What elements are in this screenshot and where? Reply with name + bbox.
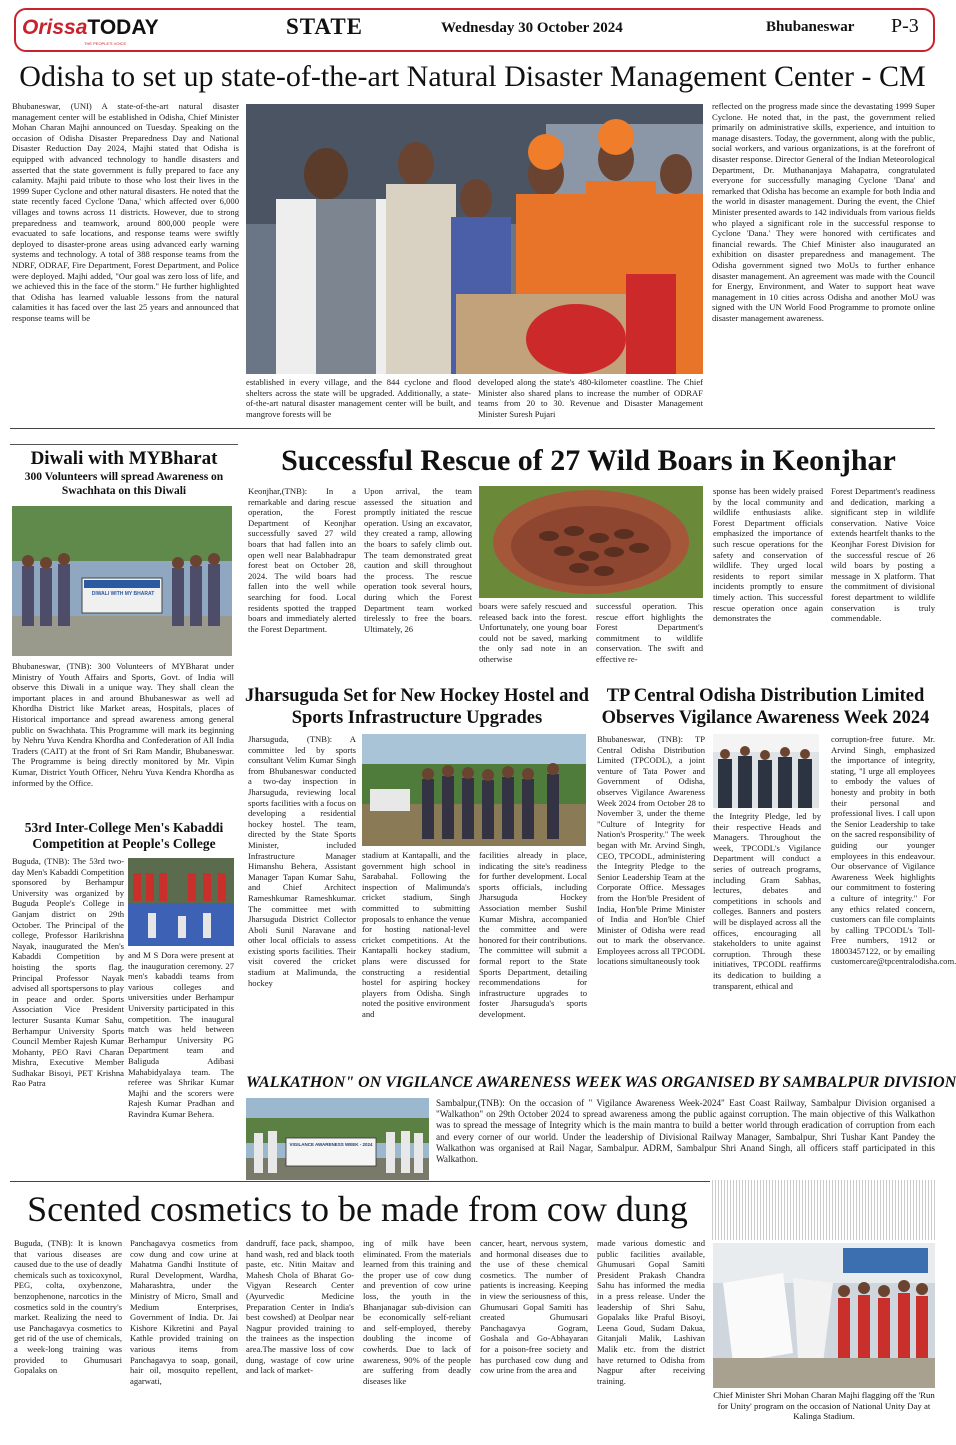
diwali-banner-text: DIWALI WITH MY BHARAT — [91, 591, 155, 597]
edition-city: Bhubaneswar — [766, 19, 855, 35]
diwali-body: Bhubaneswar, (TNB): 300 Volunteers of MYBharat under Ministry of Youth Affairs and Sports, Govt. of India will observe this Diwali in a unique way. They shall clean the important places in and around Bhubaneswar as well ad Khordha District like Market areas, Hospitals, places of Historical importance and spread awareness among general public on Swachhata. This Programme will mark its beginning by Nehru Yuva Kendra Khordha and Confederation of All India Traders (CAIT) at the front of Sri Ram Mandir, Bhubaneswar. The Programme is being directly monitored by Mr. Vipin Kumar, District Youth Officer, Nehru Yuva Kendra Khordha as informed by the Office. — [12, 661, 234, 788]
cowdung-col1: Buguda, (TNB): It is known that various diseases are caused due to the use of deadly chemicals such as toxicoxynol, PEG, colta, oxybenzone, benzophenone, narcotics in the cosmetics sold in the country's market. Realizing the need to use Panchagavya cosmetics to get rid of the use of chemicals, a week-long training was provided to Ghumusari Gopalaks on — [14, 1238, 122, 1376]
newspaper-logo — [22, 16, 159, 46]
tpcodl-col1: Bhubaneswar, (TNB): TP Central Odisha Distribution Limited (TPCODL), a joint venture of Tata Power and Government of Odisha, observes Vigilance Awareness Week 2024 from October 28 to November 3, under the theme "Culture of Integrity for Nation's Prosperity." The week began with Mr. Arvind Singh, CEO, TPCODL, administering the Integrity Pledge to the Senior Leadership Team at the Corporate Office. Messages from the Hon'ble President of India, Hon'ble Prime Minister of India and Hon'ble Chief Minister of Odisha were read out to mark the observance. Employees across all TPCODL locations simultaneously took — [597, 734, 705, 967]
hockey-col1: Jharsuguda, (TNB): A committee led by sports consultant Velim Kumar Singh from Bhubaneswar conducted a two-day inspection in Jharsuguda, reviewing local sports facilities with a focus on developing a residential hockey hostel. The team, directed by the State Sports Minister, included Infrastructure Manager Himanshu Behera, Assistant Manager Tapan Kumar Sahu, and Chief Architect Rameshkumar Rameshkumar. The committee met with Jharsuguda District Collector Aboli Sunil Naravane and other local officials to assess existing sports facilities. Their visit covered the cricket stadium at Malimunda, the hockey — [248, 734, 356, 988]
lead-headline: Odisha to set up state-of-the-art Natural Disaster Management Center - CM — [19, 60, 926, 93]
logo-main-text: Orissa — [22, 16, 88, 39]
boars-col3: boars were safely rescued and released back into the forest. Unfortunately, one young boar could not be saved, marking the only sad note in an otherwise — [479, 601, 587, 664]
issue-date: Wednesday 30 October 2024 — [441, 20, 623, 36]
kabaddi-col1: Buguda, (TNB): The 53rd two-day Men's Kabaddi Competition sponsored by Berhampur University was organized by Buguda People's College in Ganjam district on 29th October. The Principal of the college, Professor Harikrishna Nayak, inaugurated the Men's Kabaddi Competition by hoisting the sports flag. Principal Professor Nayak advised all sportspersons to play in peace and order. Sports Association Vice President lecturer Susanta Kumar Sahu, Berhampur University Sports Council Member Rajesh Kumar Mohanty, PEO Ravi Charan Mishra, Executive Member Sudhakar Bisoyi, PET Krishna Rao Patra — [12, 856, 124, 1089]
logo-tagline: THE PEOPLE'S VOICE — [84, 41, 127, 46]
lead-story-col3: developed along the state's 480-kilometer coastline. The Chief Minister also shared plans to increase the number of ODRAF teams from 20 to 30. Revenue and Disaster Management Minister Suresh Pujari — [478, 377, 703, 419]
run-for-unity-caption: Chief Minister Shri Mohan Charan Majhi flagging off the 'Run for Unity' program on the occasion of National Unity Day at Kalinga Stadium. — [713, 1390, 935, 1422]
lead-story-col4: reflected on the progress made since the devastating 1999 Super Cyclone. He noted that, in the past, the government relied primarily on administrative skills, experience, and intuition to manage disasters. Today, the government, along with the public, social workers, and various organizations, is at the forefront of disaster response. Director General of the Indian Meteorological Department, Dr. Muthananjaya Mahapatra, congratulated everyone for successfully managing Cyclone 'Dana' and remarked that Odisha has become an example for both India and the world in disaster management. During the event, the Chief Minister presented awards to 142 individuals from various fields who played a significant role in the successful response to Cyclone 'Dana.' They were honored with certificates and financial rewards. The Chief Minister also inaugurated an exhibition on disaster preparedness and management. The Odisha government signed two MoUs to further enhance disaster management. An agreement was made with the Council for Energy, Environment, and Water to support heat wave management in 10 cities across Odisha and another MoU was signed with the UN World Food Programme to promote online disaster management awareness. — [712, 101, 935, 323]
wild-boars-well-photo — [479, 486, 703, 598]
cowdung-col6: made various domestic and public facilities available, Ghumusari Gopal Samiti President Prakash Chandra Sahu has informed the media in a press release. Under the leadership of Shri Sahu, Gopalaks like Praful Bisoyi, Leena Goud, Sudam Dakua, Gitanjali Malik, Lashivan Malik etc. from the district have returned to Odisha from Nagpur after receiving training. — [597, 1238, 705, 1386]
cowdung-headline: Scented cosmetics to be made from cow dung — [27, 1189, 688, 1229]
cowdung-col3: dandruff, face pack, shampoo, hand wash, red and black tooth paste, etc. Nitin Maitav and Mahesh Chola of Bharat Go-Vigyan Research Center (Ayurvedic Medicine Preparation Center in India's best cowshed) at Deolpar near Nagpur provided training to the trainees as the inspection area.The massive loss of cow dung, wastage of cow urine and lack of market- — [246, 1238, 354, 1376]
section-label: STATE — [286, 14, 364, 39]
diwali-headline: Diwali with MYBharat — [30, 448, 218, 469]
boars-col1: Keonjhar,(TNB): In a remarkable and daring rescue operation, the Forest Department of Keonjhar successfully saved 27 wild boars that had fallen into an open well near Balabhadrapur forest beat on October 28, 2024. The wild boars had fallen into the well while searching for food. Local residents spotted the trapped boars and immediately alerted the Forest Department. — [248, 486, 356, 634]
logo-second-text: TODAY — [87, 16, 159, 39]
walkathon-banner-text: VIGILANCE AWARENESS WEEK - 2024 — [289, 1142, 373, 1147]
masthead — [14, 8, 935, 52]
kabaddi-col2: and M S Dora were present at the inauguration ceremony. 27 men's kabaddi teams from various colleges and universities under Berhampur University participated in this competition. The inaugural match was held between Berhampur University PG Department team and Baliguda Adibasi Mahabidyalaya team. The referee was Shrikar Kumar Majhi and the scorers were Rajesh Kumar Pradhan and Ravindra Kumar Behera. — [128, 950, 234, 1119]
tpcodl-col3: corruption-free future. Mr. Arvind Singh, emphasized the importance of integrity, stating, "I urge all employees to embody the values of honesty and probity in both their personal and professional lives. I call upon the Senior Leadership to take on the sacred responsibility of guiding our younger employees in this endeavour. Our observance of Vigilance Awareness Week highlights our commitment to fostering a culture of integrity." For any ethics related concern, customers can file complaints by calling TPCODL's Toll-Free numbers, 1912 or 18003457122, or by emailing customercare@tpcentralodisha.com. — [831, 734, 956, 967]
column-border — [10, 444, 238, 445]
hockey-headline: Jharsuguda Set for New Hockey Hostel and Sports Infrastructure Upgrades — [245, 686, 589, 728]
cm-disaster-exhibition-photo — [246, 104, 703, 374]
tpcodl-col2: the Integrity Pledge, led by their respective Heads and Managers. Throughout the week, TPCODL's Vigilance Department will conduct a series of outreach programs, including Gram Sabhas, lectures, debates and competitions in schools and colleges. Banners and posters will be displayed across all the offices, encouraging all stakeholders to unite against corruption. Through these initiatives, TPCODL reaffirms its dedication to building a transparent, ethical and — [713, 811, 821, 991]
walkathon-rally-photo — [246, 1098, 429, 1180]
hockey-col3: facilities already in place, indicating the site's readiness for further development. Local sports officials, including Jharsuguda Hockey Association member Sushil Kumar Mishra, accompanied the committee and were honored for their contributions. The committee will submit a formal report to the State Sports Department, detailing recommendations for infrastructure upgrades to foster Jharsuguda's sports development. — [479, 850, 587, 1019]
lead-story-col1: Bhubaneswar, (UNI) A state-of-the-art natural disaster management center will be established in Odisha, Chief Minister Mohan Charan Majhi announced on Tuesday. Speaking on the occasion of Odisha Disaster Preparedness Day and National Disaster Reduction Day 2024, Majhi stated that Odisha is equipped with advanced technology to handle disasters and asserted that the state government is fully prepared to face any calamity. Majhi paid tribute to those who lost their lives in the 1999 Super Cyclone and other natural disasters. He noted that the state recently faced Cyclone 'Dana,' which affected over 6,000 villages and towns across 11 districts. However, due to strong preparedness and teamwork, around 800,000 people were evacuated to safe locations, and response teams were swiftly deployed to disaster-prone areas using advanced early warning systems and technology. A total of 388 response teams from the NDRF, ODRAF, Fire Department, Forest Department, and Police were deployed. Majhi added, "Our goal was zero loss of life, and we achieved this in the face of the storm." He further highlighted that Odisha has learned valuable lessons from the natural calamities it has faced over the last 25 years and announced that response teams will be — [12, 101, 239, 323]
hockey-committee-photo — [362, 734, 586, 846]
integrity-pledge-photo — [713, 734, 819, 808]
section-divider — [10, 428, 935, 429]
boars-headline: Successful Rescue of 27 Wild Boars in Keonjhar — [281, 444, 896, 477]
boars-col6: Forest Department's readiness and dedication, marking a significant step in wildlife conservation. Native Voice extends heartfelt thanks to the Keonjhar Forest Division for the successful rescue of 26 wild boars by posting a message in X platform. That the commitment of divisional forest department to wildlife conservation is truly commendable. — [831, 486, 935, 624]
tpcodl-headline: TP Central Odisha Distribution Limited Observes Vigilance Awareness Week 2024 — [601, 686, 930, 728]
boars-col5: sponse has been widely praised by the local community and wildlife enthusiasts alike. Forest Department officials emphasized the importance of such rescue operations for the safety and conservation of wildlife. They urged local residents to report similar incidents promptly to ensure timely action. This successful rescue operation once again demonstrates the — [713, 486, 823, 624]
kabaddi-match-photo — [128, 858, 234, 946]
kabaddi-headline: 53rd Inter-College Men's Kabaddi Competition at People's College — [24, 820, 224, 851]
hockey-col2: stadium at Kantapalli, and the government high school in Sarabahal. Following the inspection of Malimunda's cricket stadium, Singh committed to submitting proposals to enhance the venue for hosting national-level cricket competitions. At the Kantapalli hockey stadium, plans were discussed for constructing a residential hostel for aspiring hockey players from Odisha. Singh noted the positive environment and — [362, 850, 470, 1019]
walkathon-body: Sambalpur,(TNB): On the occasion of " Vigilance Awareness Week-2024" East Coast Railway, Sambalpur Division organised a "Walkathon" on 29th October 2024 to spread awareness among the public against corruption. The main objective of this Walkathon was to spread the message of Integrity which is the main mantra to build a better world through eradication of corruption from each and every corner of our world. Under the leadership of Divisional Railway Manager, Sambalpur, Shri Tushar Kant Pandey the Walkathon was organised at Rail Nagar, Sambalpur. ADRM, Sambalpur Shri Anand Singh, all officers staff participated in this Walkathon. — [436, 1098, 935, 1165]
hatched-panel — [712, 1180, 935, 1240]
mybharat-volunteers-photo — [12, 506, 232, 656]
page-number: P-3 — [891, 15, 919, 37]
run-for-unity-photo — [713, 1243, 935, 1388]
cowdung-col4: ing of milk have been eliminated. From the materials learned from this training and the proper use of cow dung and prevention of cow urine loss, the youth in the Bhanjanagar sub-division can be economically self-reliant and self-employed, thereby doubling the income of cowherds. Due to lack of awareness, 90% of the people are suffering from deadly diseases like — [363, 1238, 471, 1386]
lead-story-col2: established in every village, and the 844 cyclone and flood shelters across the state will be upgraded. Additionally, a state-of-the-art natural disaster management center will be built, and mangrove forests will be — [246, 377, 471, 419]
boars-col2: Upon arrival, the team assessed the situation and promptly initiated the rescue operation. Using an excavator, they created a ramp, allowing the boars to safely climb out. The team demonstrated great caution and skill throughout the process. The rescue operation took several hours, during which the Forest Department team worked tirelessly to free the boars. Ultimately, 26 — [364, 486, 472, 634]
walkathon-headline: WALKATHON" ON VIGILANCE AWARENESS WEEK WAS ORGANISED BY SAMBALPUR DIVISION — [246, 1074, 956, 1091]
cowdung-col2: Panchagavya cosmetics from cow dung and cow urine at Mahatma Gandhi Institute of Rural Development, Wardha, Maharashtra, under the Ministry of Micro, Small and Medium Enterprises, Government of India. Dr. Jai Kishore Kikretini and Payal Kathle provided training on various items from Panchagavya to soap, gonail, hair oil, mosquito repellent, agarwati, — [130, 1238, 238, 1386]
boars-col4: successful operation. This rescue effort highlights the Forest Department's commitment to wildlife conservation. The swift and effective re- — [596, 601, 703, 664]
cowdung-col5: cancer, heart, nervous system, and hormonal diseases due to the use of these chemical cosmetics. The number of patients is increasing. Keeping in view the seriousness of this, Ghumusari Gopal Samiti has created Ghumusari Panchagavya Gogram, Goshala and Go-Abhayaran for a poison-free society and has purchased cow dung and cow urine from the area and — [480, 1238, 588, 1376]
diwali-subhead: 300 Volunteers will spread Awareness on Swachhata on this Diwali — [24, 471, 224, 497]
section-divider-bottom — [10, 1181, 710, 1182]
